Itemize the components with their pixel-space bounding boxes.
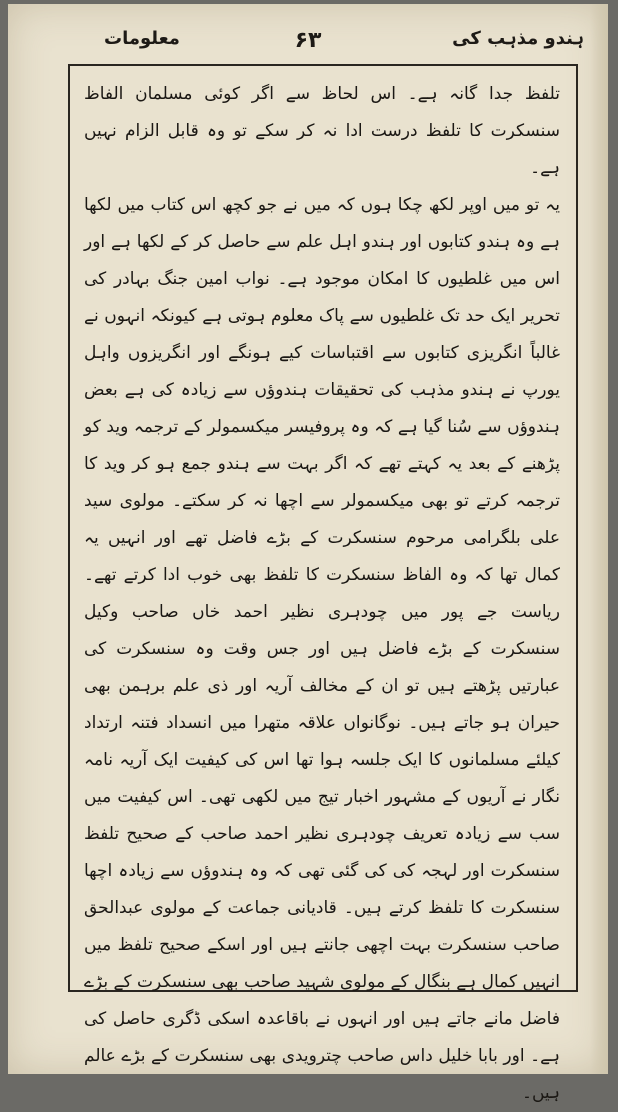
book-title: ہندو مذہب کی	[452, 28, 584, 49]
paragraph-1: تلفظ جدا گانہ ہے۔ اس لحاظ سے اگر کوئی مسلمان الفاظ سنسکرت کا تلفظ درست ادا نہ کر سکے تو وہ قابل الزام نہیں ہے۔	[84, 84, 560, 178]
paragraph-2: یہ تو میں اوپر لکھ چکا ہوں کہ میں نے جو کچھ اس کتاب میں لکھا ہے وہ ہندو کتابوں اور ہندو اہل علم سے حاصل کر کے لکھا ہے اور اس میں غلطیوں کا امکان موجود ہے۔ نواب امین جنگ بہادر کی تحریر ایک حد تک غلطیوں سے پاک معلوم ہوتی ہے کیونکہ انہوں نے غالباً انگریزی کتابوں سے اقتباسات کیے ہونگے اور انگریزوں واہل یورپ نے ہندو مذہب کی تحقیقات ہندوؤں سے زیادہ کی ہے بعض ہندوؤں سے سُنا گیا ہے کہ وہ پروفیسر میکسمولر کے ترجمہ وید کو پڑھنے کے بعد یہ کہتے تھے کہ اگر بہت سے ہندو جمع ہو کر وید کا ترجمہ کرتے تو بھی میکسمولر سے اچھا نہ کر سکتے۔ مولوی سید علی بلگرامی مرحوم سنسکرت کے بڑے فاضل تھے اور انہیں یہ کمال تھا کہ وہ الفاظ سنسکرت کا تلفظ بھی خوب ادا کرتے تھے۔ ریاست جے پور میں چودہری نظیر احمد خاں صاحب وکیل سنسکرت کے بڑے فاضل ہیں اور جس وقت وہ سنسکرت کی عبارتیں پڑھتے ہیں تو ان کے مخالف آریہ اور ذی علم برہمن بھی حیران ہو جاتے ہیں۔ نوگانواں علاقہ متھرا میں انسداد فتنہ ارتداد کیلئے مسلمانوں کا ایک جلسہ ہوا تھا اس کی کیفیت ایک آریہ نامہ نگار نے آریوں کے مشہور اخبار تیج میں لکھی تھی۔ اس کیفیت میں سب سے زیادہ تعریف چودہری نظیر احمد صاحب کے صحیح تلفظ سنسکرت اور لہجہ کی کی گئی تھی کہ وہ ہندوؤں سے زیادہ اچھا سنسکرت کا تلفظ کرتے ہیں۔ قادیانی جماعت کے مولوی عبدالحق صاحب سنسکرت بہت اچھی جانتے ہیں اور اسکے صحیح تلفظ میں انہیں کمال ہے بنگال کے مولوی شہید صاحب بھی سنسکرت کے بڑے فاضل مانے جاتے ہیں اور انہوں نے باقاعدہ اسکی ڈگری حاصل کی ہے۔ اور بابا خلیل داس صاحب چترویدی بھی سنسکرت کے بڑے عالم ہیں۔	[84, 195, 560, 1103]
book-page	[8, 4, 608, 1103]
body-text	[84, 76, 560, 1112]
section-title: معلومات	[104, 28, 180, 49]
text-frame	[68, 64, 578, 1103]
running-head	[8, 22, 608, 62]
page-number: ۶۳	[294, 28, 322, 53]
page-edge-shadow	[590, 4, 608, 1074]
